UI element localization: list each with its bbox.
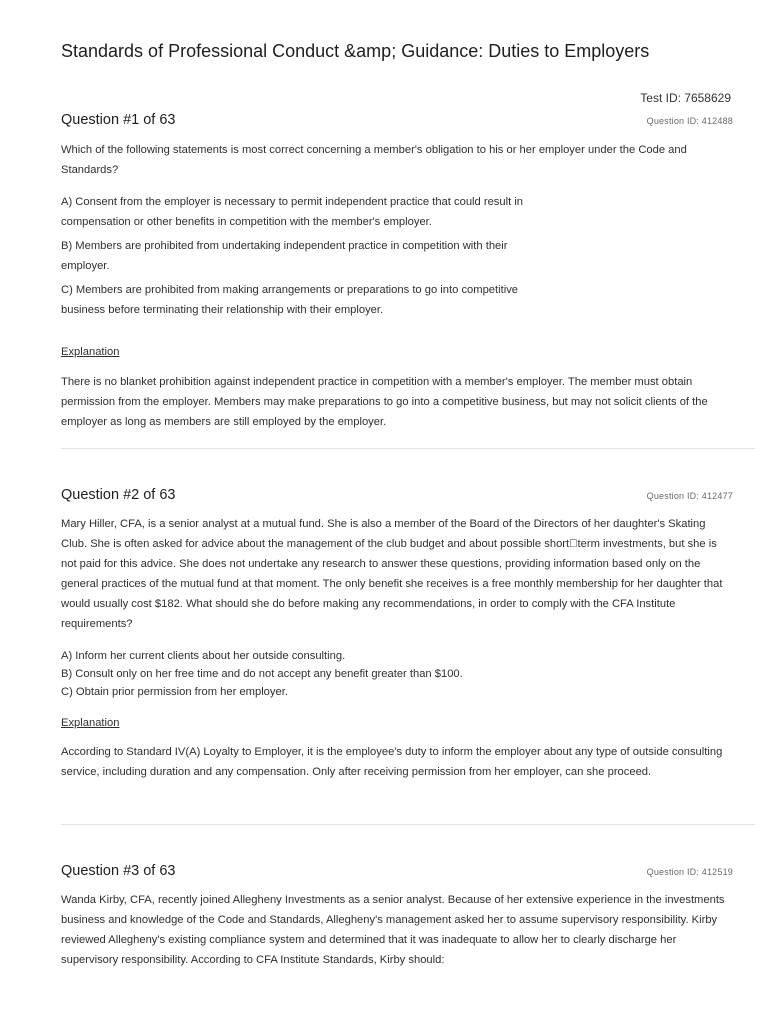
question-1 bbox=[61, 110, 733, 432]
answer-option-b: B) Members are prohibited from undertaking independent practice in competition with their employer. bbox=[61, 240, 508, 272]
question-3 bbox=[61, 861, 733, 970]
question-number: Question #2 of 63 bbox=[61, 487, 176, 503]
question-header bbox=[61, 861, 733, 881]
answer-options bbox=[61, 647, 733, 701]
test-id: Test ID: 7658629 bbox=[640, 91, 731, 105]
question-text: Wanda Kirby, CFA, recently joined Allegheny Investments as a senior analyst. Because of her extensive experience in the investments business and knowledge of the Code and Standards, Allegheny's management asked her to assume supervisory responsibility. Kirby reviewed Allegheny's existing compliance system and determined that it was inadequate to allow her to clearly discharge her supervisory responsibility. According to CFA Institute Standards, Kirby should: bbox=[61, 894, 725, 966]
answer-option-c: C) Members are prohibited from making arrangements or preparations to go into competitive business before terminating their relationship with their employer. bbox=[61, 284, 519, 316]
question-2 bbox=[61, 485, 733, 782]
question-text: Mary Hiller, CFA, is a senior analyst at a mutual fund. She is also a member of the Board of the Directors of her daughter's Skating Club. She is often asked for advice about the management of the club budget and about possible short term investments, but she is not paid for this advice. She does not undertake any research to answer these questions, providing information based only on the general practices of the mutual fund at that moment. The only benefit she receives is a free monthly membership for her daughter that would usually cost $182. What should she do before making any recommendations, in order to comply with the CFA Institute requirements? bbox=[61, 518, 723, 630]
question-number: Question #3 of 63 bbox=[61, 863, 176, 879]
answer-option-a: A) Inform her current clients about her outside consulting. bbox=[61, 650, 346, 662]
question-header bbox=[61, 110, 733, 130]
explanation-text: According to Standard IV(A) Loyalty to Employer, it is the employee's duty to inform the employer about any type of outside consulting service, including duration and any compensation. Only after receiving permission from her employer, can she proceed. bbox=[61, 746, 723, 778]
question-divider bbox=[61, 448, 755, 449]
answer-option-a: A) Consent from the employer is necessary to permit independent practice that could result in compensation or other benefits in competition with the member's employer. bbox=[61, 196, 524, 228]
question-id: Question ID: 412519 bbox=[646, 867, 733, 877]
question-id: Question ID: 412488 bbox=[646, 116, 733, 126]
question-header bbox=[61, 485, 733, 505]
question-divider bbox=[61, 824, 755, 825]
explanation-link[interactable]: Explanation bbox=[61, 346, 120, 358]
explanation-link[interactable]: Explanation bbox=[61, 717, 120, 729]
question-id: Question ID: 412477 bbox=[646, 491, 733, 501]
answer-option-c: C) Obtain prior permission from her employer. bbox=[61, 686, 288, 698]
question-number: Question #1 of 63 bbox=[61, 112, 176, 128]
document-title: Standards of Professional Conduct &amp; Guidance: Duties to Employers bbox=[61, 41, 650, 61]
explanation-text: There is no blanket prohibition against independent practice in competition with a member's employer. The member must obtain permission from the employer. Members may make preparations to go into a competitive business, but may not solicit clients of the employer as long as members are still employed by the employer. bbox=[61, 376, 708, 428]
question-text: Which of the following statements is most correct concerning a member's obligation to his or her employer under the Code and Standards? bbox=[61, 144, 687, 176]
answer-option-b: B) Consult only on her free time and do not accept any benefit greater than $100. bbox=[61, 668, 463, 680]
answer-options bbox=[61, 192, 733, 320]
